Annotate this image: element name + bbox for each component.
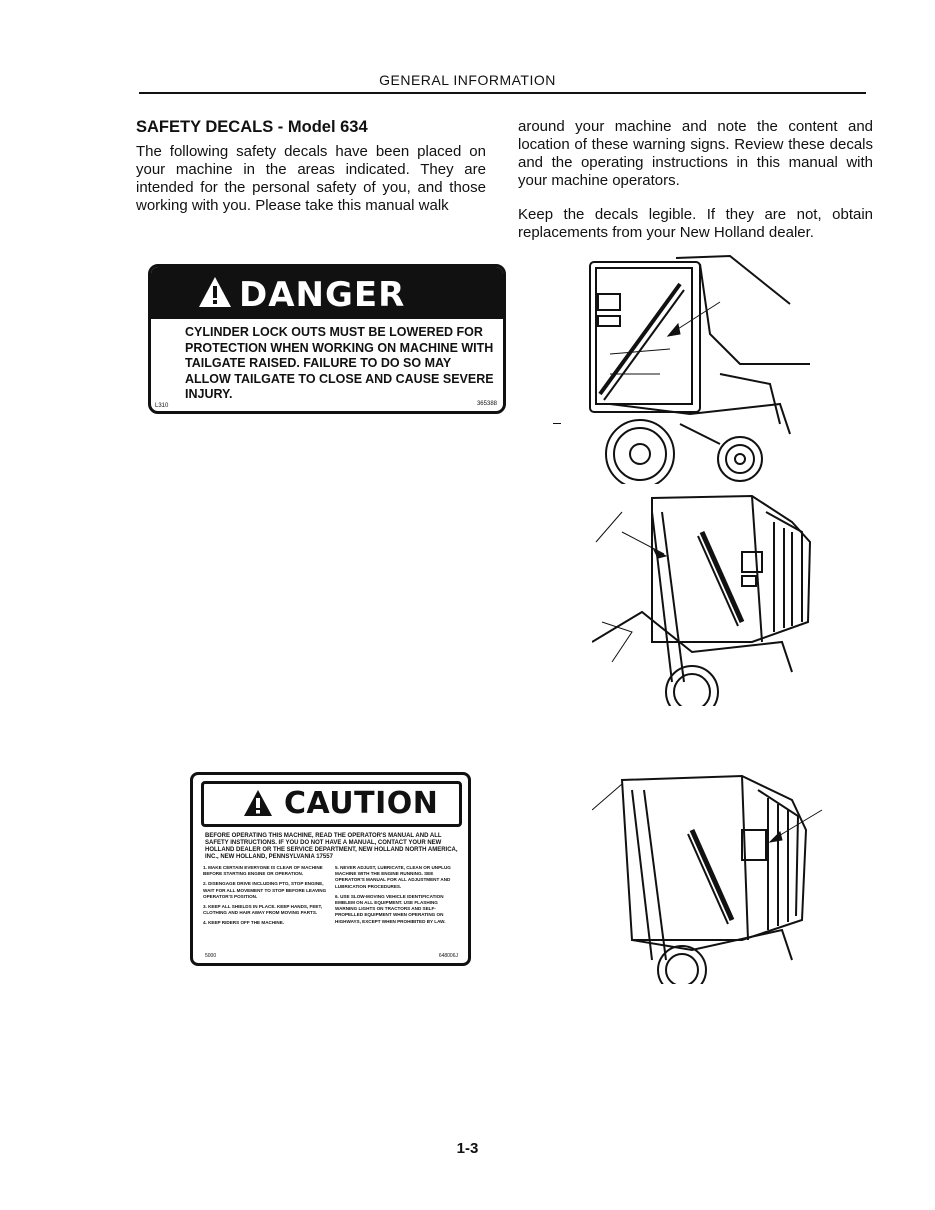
- continuation-paragraph: around your machine and note the content and location of these warning signs. Review these decals and the operating instructions in this manual with your machine operators.: [518, 118, 873, 189]
- caution-item: 5. NEVER ADJUST, LUBRICATE, CLEAN OR UNPLUG MACHINE WITH THE ENGINE RUNNING. SEE OPERATOR'S MANUAL FOR ALL ADJUSTMENT AND LUBRICATION PROCEDURES.: [335, 865, 451, 889]
- caution-code-left: 5000: [205, 953, 217, 959]
- dash-mark: [553, 423, 561, 424]
- warning-triangle-icon: [242, 788, 274, 818]
- header-rule: [139, 92, 866, 94]
- danger-decal: [148, 264, 506, 414]
- section-title: SAFETY DECALS - Model 634: [136, 118, 368, 136]
- danger-code-right: 365388: [476, 401, 497, 407]
- legibility-paragraph: Keep the decals legible. If they are not, obtain replacements from your New Holland dealer.: [518, 206, 873, 241]
- caution-header: [201, 781, 462, 827]
- danger-code-left: L310: [155, 403, 169, 409]
- danger-message: CYLINDER LOCK OUTS MUST BE LOWERED FOR PROTECTION WHEN WORKING ON MACHINE WITH TAILGATE RAISED. FAILURE TO DO SO MAY ALLOW TAILGATE TO CLOSE AND CAUSE SEVERE INJURY.: [185, 325, 494, 401]
- caution-left-list: [203, 865, 327, 931]
- caution-right-list: [335, 865, 459, 929]
- caution-intro: BEFORE OPERATING THIS MACHINE, READ THE OPERATOR'S MANUAL AND ALL SAFETY INSTRUCTIONS. IF YOU DO NOT HAVE A MANUAL, CONTACT YOUR NEW HOLLAND DEALER OR THE SERVICE DEPARTMENT, NEW HOLLAND NORTH AMERICA, INC., NEW HOLLAND, PENNSYLVANIA 17557: [205, 833, 458, 860]
- baler-illustration-tailgate: [592, 492, 820, 706]
- caution-item: 1. MAKE CERTAIN EVERYONE IS CLEAR OF MACHINE BEFORE STARTING ENGINE OR OPERATION.: [203, 865, 323, 877]
- right-column: [518, 118, 873, 242]
- caution-item: 2. DISENGAGE DRIVE INCLUDING PTO, STOP ENGINE, WAIT FOR ALL MOVEMENT TO STOP BEFORE LEAVING OPERATOR'S POSITION.: [203, 881, 327, 899]
- caution-code-right: 648006J: [438, 953, 458, 959]
- danger-signal-word: DANGER: [239, 275, 406, 315]
- caution-signal-word: CAUTION: [284, 786, 439, 821]
- header-title: GENERAL INFORMATION: [379, 72, 556, 88]
- baler-illustration-caution-location: [592, 770, 824, 984]
- caution-decal: [190, 772, 471, 966]
- warning-triangle-icon: [197, 275, 233, 309]
- intro-paragraph: The following safety decals have been placed on your machine in the areas indicated. They are intended for the personal safety of you, and those working with you. Please take this manual walk: [136, 143, 486, 214]
- caution-item: 4. KEEP RIDERS OFF THE MACHINE.: [203, 920, 285, 926]
- page-number: 1-3: [456, 1140, 479, 1157]
- danger-header: [151, 267, 503, 319]
- caution-item: 6. USE SLOW-MOVING VEHICLE IDENTIFICATION EMBLEM ON ALL EQUIPMENT. USE FLASHING WARNING LIGHTS ON TRACTORS AND SELF-PROPELLED EQUIPMENT WHEN OPERATING ON HIGHWAYS, EXCEPT WHEN PROHIBITED BY LAW.: [335, 893, 446, 924]
- caution-item: 3. KEEP ALL SHIELDS IN PLACE. KEEP HANDS, FEET, CLOTHING AND HAIR AWAY FROM MOVING PARTS.: [203, 904, 323, 916]
- baler-illustration-danger-location: [580, 254, 812, 484]
- left-column: [136, 118, 486, 215]
